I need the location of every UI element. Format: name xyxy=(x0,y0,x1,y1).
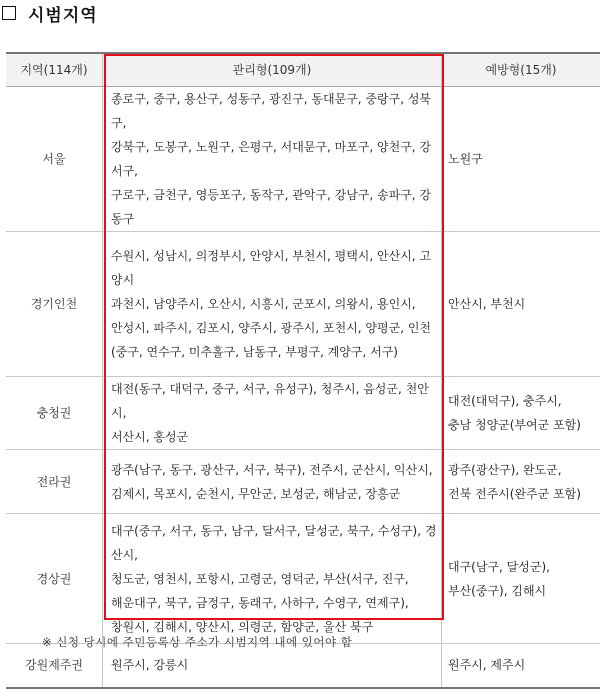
prevention-cell: 대구(남구, 달성군), 부산(중구), 김해시 xyxy=(442,514,601,644)
table-row xyxy=(6,450,600,514)
region-cell: 경기인천 xyxy=(6,232,103,377)
pilot-region-table xyxy=(6,52,600,689)
prevention-cell: 안산시, 부천시 xyxy=(442,232,601,377)
table-header-row xyxy=(6,53,600,87)
management-cell: 대구(중구, 서구, 동구, 남구, 달서구, 달성군, 북구, 수성구), 경산시, 청도군, 영천시, 포항시, 고령군, 영덕군, 부산(서구, 진구, 해운대구, 북구, 금정구, 동래구, 사하구, 수영구, 연제구), 창원시, 김해시, 양산시, 의령군, 함양군, 울산 북구 xyxy=(103,514,442,644)
management-cell: 수원시, 성남시, 의정부시, 안양시, 부천시, 평택시, 안산시, 고양시 과천시, 남양주시, 오산시, 시흥시, 군포시, 의왕시, 용인시, 안성시, 파주시, 김포시, 양주시, 광주시, 포천시, 양평군, 인천 (중구, 연수구, 미추홀구, 남동구, 부평구, 계양구, 서구) xyxy=(103,232,442,377)
section-title xyxy=(2,0,98,26)
region-cell: 강원제주권 xyxy=(6,644,103,688)
prevention-cell: 노원구 xyxy=(442,87,601,232)
table-row xyxy=(6,514,600,644)
table-row xyxy=(6,87,600,232)
section-title-text: 시범지역 xyxy=(28,5,98,26)
management-cell: 대전(동구, 대덕구, 중구, 서구, 유성구), 청주시, 음성군, 천안시, 서산시, 홍성군 xyxy=(103,377,442,450)
table-row xyxy=(6,377,600,450)
management-cell: 원주시, 강릉시 xyxy=(103,644,442,688)
management-cell: 광주(남구, 동구, 광산구, 서구, 북구), 전주시, 군산시, 익산시, 김제시, 목포시, 순천시, 무안군, 보성군, 해남군, 장흥군 xyxy=(103,450,442,514)
header-management: 관리형(109개) xyxy=(103,53,442,87)
region-cell: 충청권 xyxy=(6,377,103,450)
checkbox-square-icon xyxy=(2,6,16,20)
region-cell: 경상권 xyxy=(6,514,103,644)
prevention-cell: 원주시, 제주시 xyxy=(442,644,601,688)
table-row xyxy=(6,232,600,377)
management-cell: 종로구, 중구, 용산구, 성동구, 광진구, 동대문구, 중랑구, 성북구, 강북구, 도봉구, 노원구, 은평구, 서대문구, 마포구, 양천구, 강서구, 구로구, 금천구, 영등포구, 동작구, 관악구, 강남구, 송파구, 강동구 xyxy=(103,87,442,232)
prevention-cell: 광주(광산구), 완도군, 전북 전주시(완주군 포함) xyxy=(442,450,601,514)
header-region: 지역(114개) xyxy=(6,53,103,87)
region-cell: 서울 xyxy=(6,87,103,232)
prevention-cell: 대전(대덕구), 충주시, 충남 청양군(부여군 포함) xyxy=(442,377,601,450)
region-cell: 전라권 xyxy=(6,450,103,514)
table-row xyxy=(6,644,600,688)
footnote: ※ 신청 당시에 주민등록상 주소가 시범지역 내에 있어야 함 xyxy=(42,635,353,649)
header-prevention: 예방형(15개) xyxy=(442,53,601,87)
